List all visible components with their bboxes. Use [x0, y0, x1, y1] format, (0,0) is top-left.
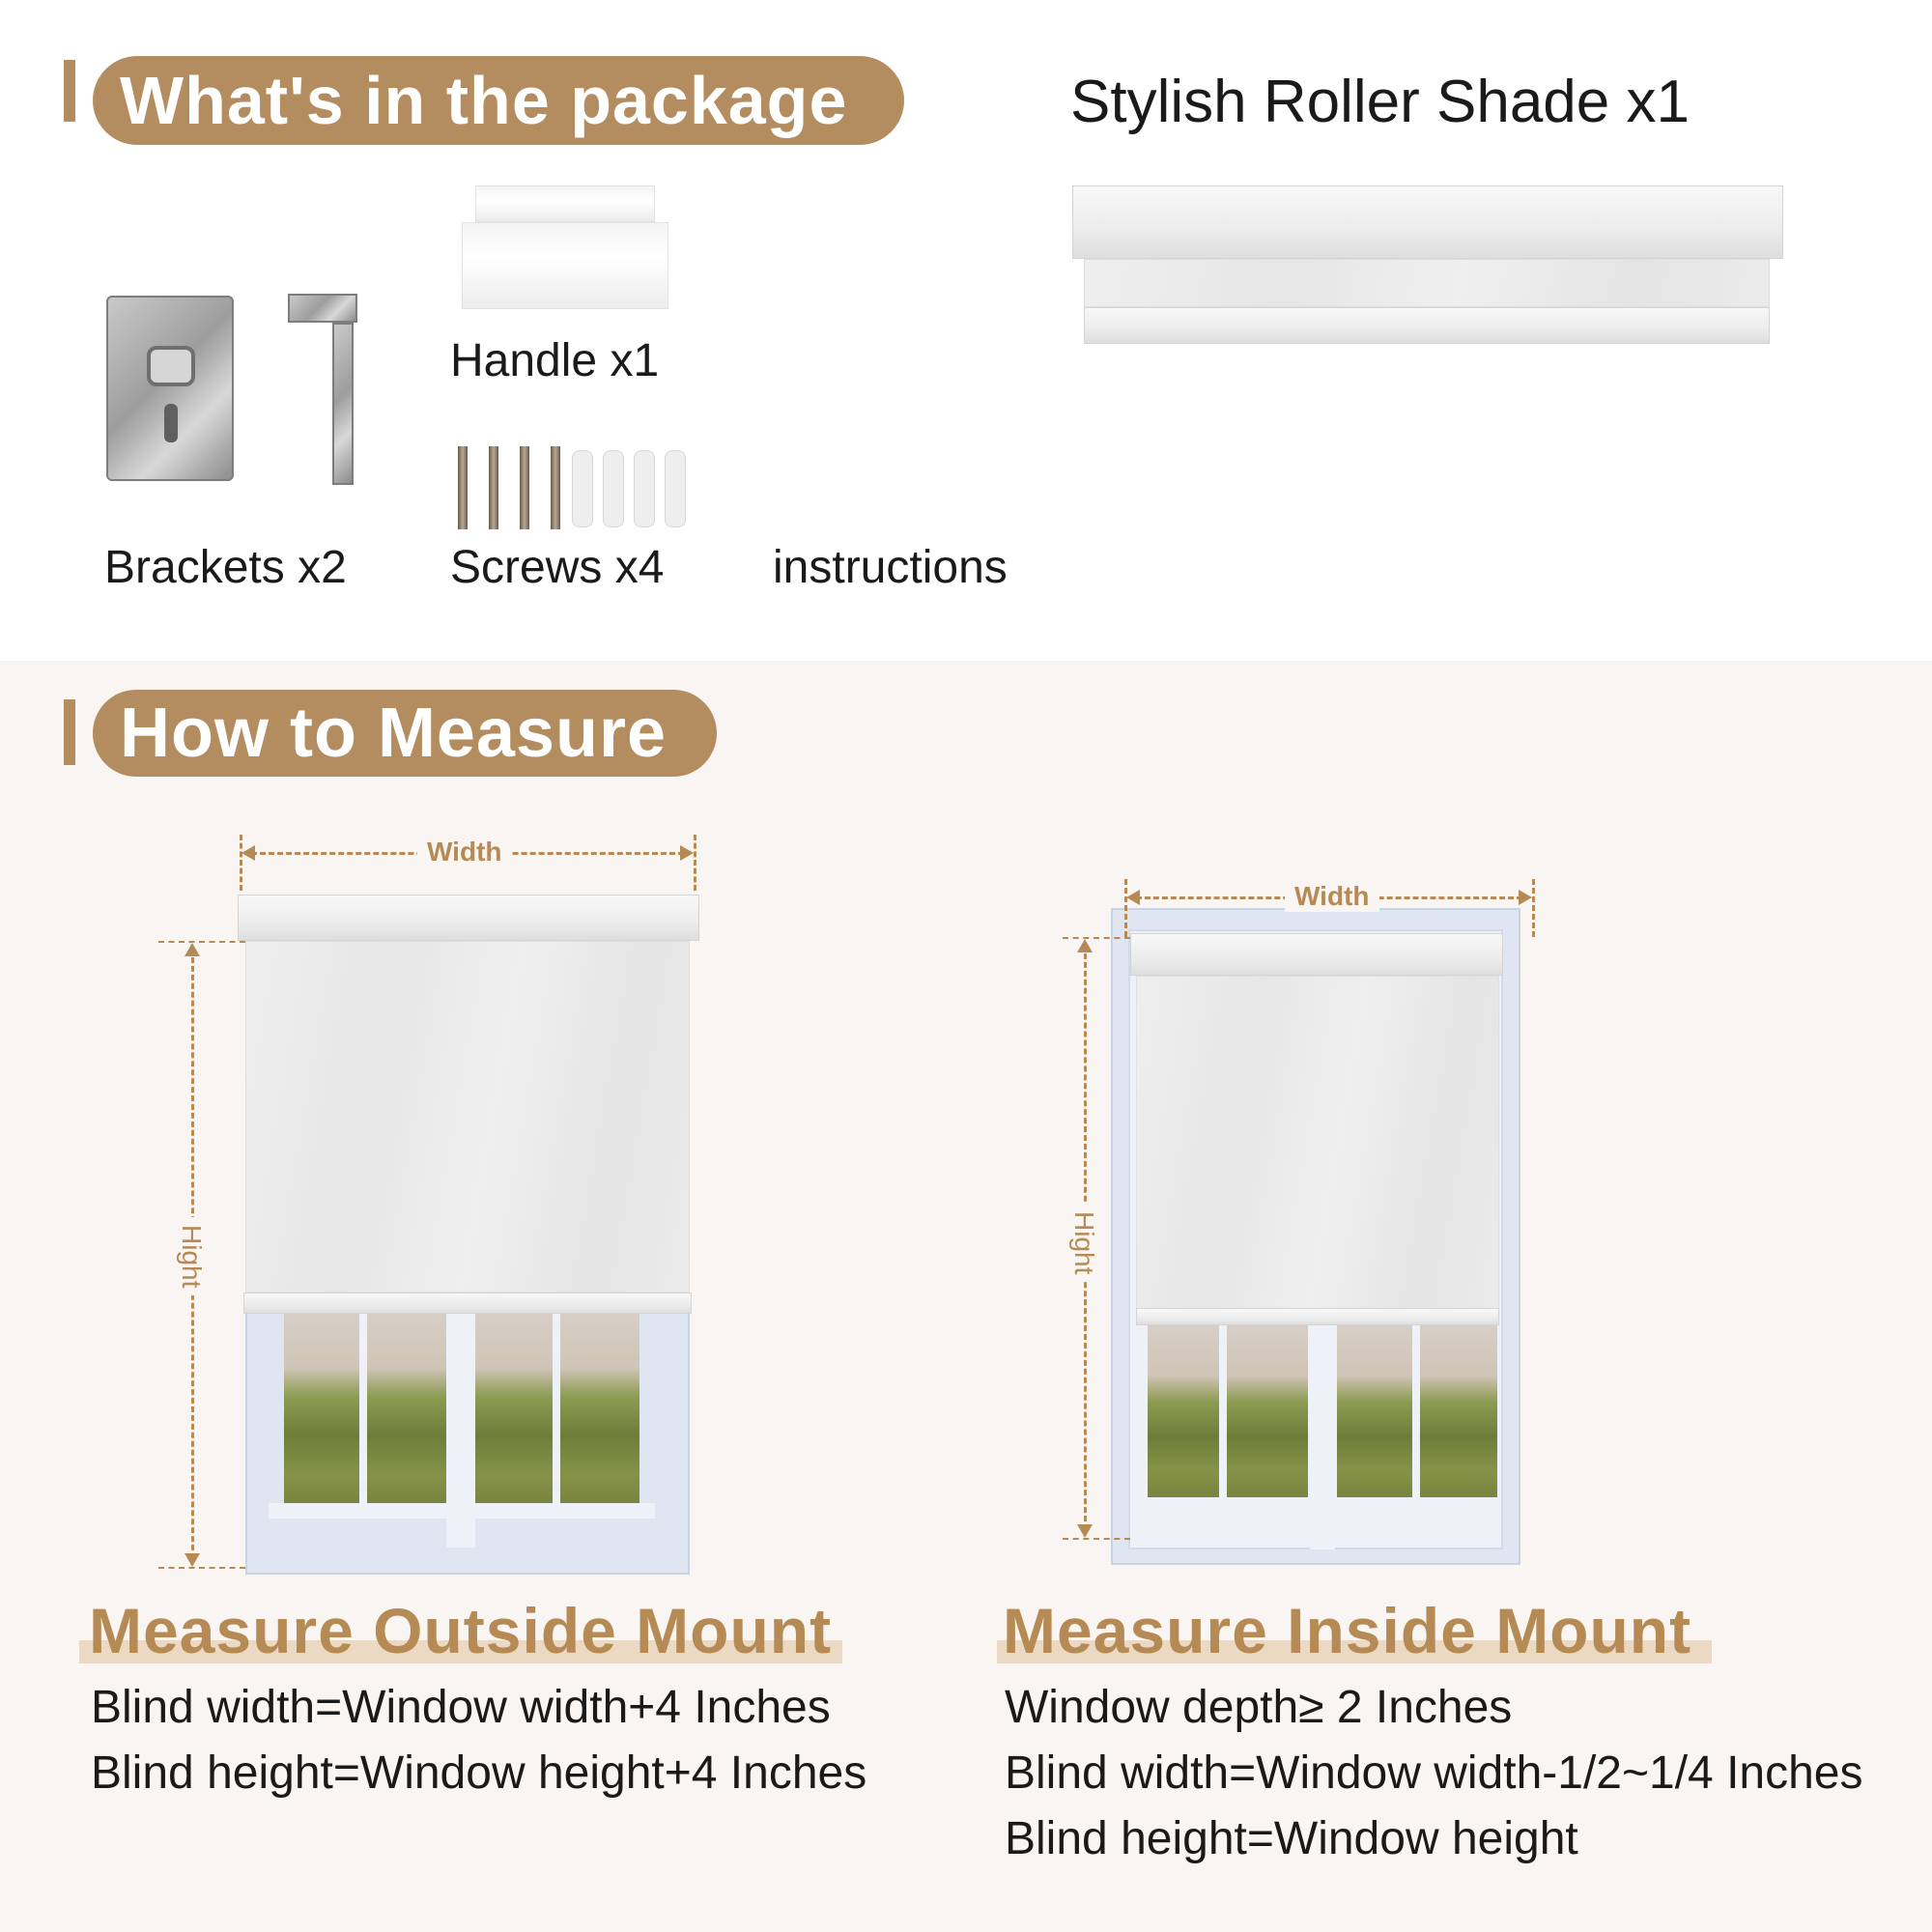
measure-heading [93, 690, 717, 777]
inside-shade-cassette [1130, 933, 1503, 976]
arrow-right-icon [1519, 890, 1532, 905]
arrow-left-icon [242, 845, 255, 861]
screw-icon [520, 446, 529, 529]
measure-heading-text: How to Measure [120, 695, 668, 772]
inside-mount-line: Blind height=Window height [1005, 1813, 1578, 1864]
roller-shade-image [1072, 185, 1783, 352]
width-label: Width [417, 837, 512, 867]
outside-mount-title: Measure Outside Mount [89, 1595, 833, 1666]
outside-shade-fabric [245, 941, 690, 1293]
screw-icon [458, 446, 468, 529]
brackets-label: Brackets x2 [104, 542, 347, 593]
handle-label: Handle x1 [450, 335, 660, 386]
wall-anchor-icon [603, 450, 624, 527]
inside-mount-title: Measure Inside Mount [1003, 1595, 1692, 1666]
wall-anchor-icon [665, 450, 686, 527]
handle-image [462, 185, 668, 317]
wall-anchor-icon [634, 450, 655, 527]
package-heading [93, 56, 904, 145]
arrow-left-icon [1126, 890, 1140, 905]
shade-fabric [1084, 259, 1770, 307]
window-frame [1111, 908, 1520, 1565]
inside-mount-line: Window depth≥ 2 Inches [1005, 1682, 1513, 1733]
shade-cassette [1072, 185, 1783, 259]
wall-anchor-icon [572, 450, 593, 527]
brackets-image [102, 290, 365, 489]
handle-body-icon [462, 222, 668, 309]
window-pane [1148, 1323, 1308, 1497]
arrow-up-icon [1077, 939, 1093, 952]
height-label: Hight [176, 1217, 207, 1295]
height-label: Hight [1068, 1204, 1099, 1282]
outside-shade-cassette [238, 895, 699, 941]
arrow-right-icon [680, 845, 694, 861]
package-heading-text: What's in the package [120, 63, 848, 138]
handle-top-icon [475, 185, 655, 222]
screws-label: Screws x4 [450, 542, 665, 593]
arrow-down-icon [1077, 1524, 1093, 1538]
outside-mount-line: Blind height=Window height+4 Inches [91, 1747, 867, 1799]
arrow-down-icon [185, 1553, 200, 1567]
heading-accent-bar [64, 699, 75, 765]
inside-mount-diagram [1063, 869, 1584, 1575]
heading-accent-bar [64, 60, 75, 122]
inside-shade-bottom-rail [1136, 1308, 1499, 1325]
outside-mount-line: Blind width=Window width+4 Inches [91, 1682, 831, 1733]
screw-icon [551, 446, 560, 529]
bracket-front-icon [106, 296, 234, 481]
instructions-label: instructions [773, 542, 1008, 593]
outside-shade-bottom-rail [243, 1293, 692, 1314]
window-frame [245, 1294, 690, 1575]
width-label: Width [1285, 881, 1379, 912]
bracket-side-top-icon [288, 294, 357, 323]
screws-image [452, 446, 696, 531]
roller-shade-label: Stylish Roller Shade x1 [1070, 69, 1690, 135]
outside-mount-diagram [155, 831, 715, 1575]
bracket-side-icon [332, 323, 354, 485]
arrow-up-icon [185, 943, 200, 956]
inside-mount-line: Blind width=Window width-1/2~1/4 Inches [1005, 1747, 1863, 1799]
screw-icon [489, 446, 498, 529]
inside-shade-fabric [1136, 976, 1499, 1310]
shade-bottom-rail [1084, 307, 1770, 344]
